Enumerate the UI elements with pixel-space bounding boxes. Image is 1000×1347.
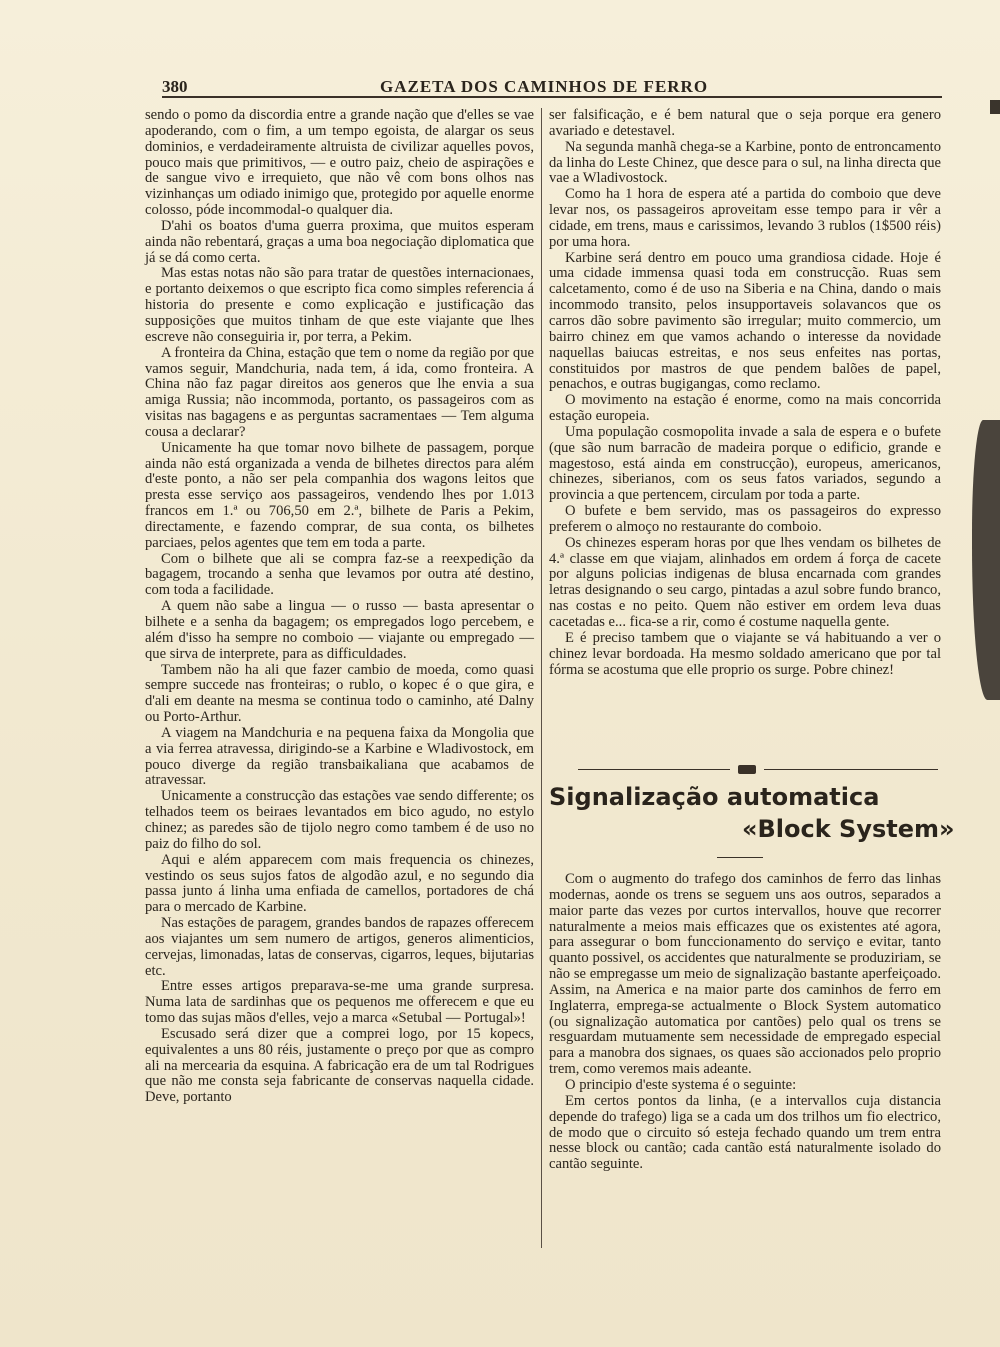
- page-number: 380: [162, 77, 188, 96]
- paragraph: Aqui e além apparecem com mais frequencia os chinezes, vestindo os seus sujos fatos de algodão azul, e no segundo dia passa junto á linha uma enfiada de camellos, portadores de chá para o mercado de Karbine.: [145, 851, 534, 916]
- paragraph: Nas estações de paragem, grandes bandos de rapazes offerecem aos viajantes um sem numero de artigos, generos alimenticios, cervejas, limonadas, latas de conservas, cigarros, leques, bijutarias etc.: [145, 915, 534, 979]
- paragraph: O bufete e bem servido, mas os passageiros do expresso preferem o almoço no restaurante do comboio.: [549, 503, 941, 535]
- heading-rule: [717, 857, 763, 858]
- paragraph: Com o bilhete que ali se compra faz-se a reexpedição da bagagem, trocando a senha que levamos por outra até destino, com toda a facilidade.: [145, 550, 534, 599]
- paragraph: Tambem não ha ali que fazer cambio de moeda, como quasi sempre succede nas fronteiras; o rublo, o kopec é o que gira, e d'ali em deante na mesma se continua todo o caminho, até Dalny ou Porto-Arthur.: [145, 661, 534, 726]
- section-ornament: [578, 765, 938, 775]
- paragraph: Mas estas notas não são para tratar de questões internacionaes, e portanto deixemos o que escripto fica como simples referencia á historia do presente e como explicação e justificação das supposições que muitos tinham de que este viajante que lhes escreve não conseguiria ir, por terra, a Pekim.: [145, 265, 534, 345]
- paragraph: Unicamente ha que tomar novo bilhete de passagem, porque ainda não está organizada a venda de bilhetes directos para além d'este ponto, a não ser pela companhia dos wagons leitos que presta esse serviço aos passageiros, vendendo lhes por 1.013 francos em 1.ª ou 706,50 em 2.ª, bilhete de Paris a Pekim, directamente, e fazendo comprar, de sua conta, os bilhetes parciaes, pelos agentes que tem em toda a parte.: [145, 439, 534, 551]
- page-edge-tear: [990, 100, 1000, 114]
- paragraph: sendo o pomo da discordia entre a grande nação que d'elles se vae apoderando, com o fim, a um tempo egoista, de alargar os seus dominios, e verdadeiramente altruista de civilizar aquelles povos, pouco mais que primitivos, — e outro paiz, cheio de aspirações e de sangue vivo e irrequieto, que não vê com bons olhos nas vizinhanças um odiado inimigo que, protegido por aquelle enorme colosso, póde incommodal-o qualquer dia.: [145, 107, 534, 219]
- paragraph: O principio d'este systema é o seguinte:: [565, 1076, 797, 1093]
- running-title: GAZETA DOS CAMINHOS DE FERRO: [380, 77, 709, 96]
- left-column: [145, 108, 534, 1106]
- paragraph: Entre esses artigos preparava-se-me uma grande surpresa. Numa lata de sardinhas que os pequenos me offerecem e que eu tomo das sujas mãos d'elles, vejo a marca «Setubal — Portugal»!: [145, 978, 534, 1027]
- paragraph: Como ha 1 hora de espera até a partida do comboio que deve levar nos, os passageiros aproveitam esse tempo para ir vêr a cidade, em trens, maus e carissimos, levando 3 rublos (1$500 réis) por uma hora.: [549, 186, 941, 250]
- paragraph: Unicamente a construcção das estações vae sendo differente; os telhados teem os beiraes levantados em bico agudo, no estylo chinez; as paredes são de tijolo negro como tambem é de uso no paiz do filho do sol.: [145, 788, 534, 852]
- paragraph: O movimento na estação é enorme, como na mais concorrida estação europeia.: [549, 392, 941, 425]
- paragraph: Escusado será dizer que a comprei logo, por 15 kopecs, equivalentes a uns 80 réis, justamente o preço por que as compro ali na mercearia da esquina. A fabricação era de um tal Rodrigues que não me consta seja fabricante de conservas naquella cidade. Deve, portanto: [145, 1025, 534, 1106]
- paragraph: A viagem na Mandchuria e na pequena faixa da Mongolia que a via ferrea atravessa, dirigindo-se a Karbine e Wladivostock, em pouco diverge da região transbaikaliana que acabamos de atravessar.: [145, 724, 534, 789]
- paragraph: Na segunda manhã chega-se a Karbine, ponto de entroncamento da linha do Leste Chinez, que desce para o sul, na linha directa que vae a Wladivostock.: [549, 138, 941, 187]
- paragraph: D'ahi os boatos d'uma guerra proxima, que muitos esperam ainda não rebentará, graças a uma boa negociação diplomatica que já se dá como certa.: [145, 217, 534, 266]
- ornament-mark: [738, 765, 756, 774]
- paragraph: Os chinezes esperam horas por que lhes vendam os bilhetes de 4.ª classe em que viajam, alinhados em ordem á força de cacete por alguns policias indigenas de blusa encarnada com grandes letras designando o seu cargo, pintadas a azul sobre fundo branco, nas costas e no peito. Quem não estiver em ordem leva duas cacetadas e... fica-se a rir, como é costume naquella gente.: [549, 534, 941, 630]
- paragraph: A fronteira da China, estação que tem o nome da região por que vamos seguir, Mandchuria, nada tem, á ida, como fronteira. A China não faz pagar direitos aos generos que lhe envia a sua amiga Russia; não incommoda, portanto, os passageiros com as visitas nas bagagens e as perguntas sacramentaes — Tem alguma cousa a declarar?: [145, 344, 534, 440]
- header-rule: [162, 96, 942, 98]
- article-title-line-2: «Block System»: [742, 815, 955, 843]
- paragraph: ser falsificação, e é bem natural que o seja porque era genero avariado e detestavel.: [549, 107, 941, 139]
- paragraph: E é preciso tambem que o viajante se vá habituando a ver o chinez levar bordoada. Ha mesmo soldado americano que por tal fórma se acostuma que elle proprio os surge. Pobre chinez!: [549, 629, 941, 678]
- paragraph: Em certos pontos da linha, (e a intervallos cuja distancia depende do trafego) liga se a cada um dos trilhos um fio electrico, de modo que o circuito só esteja fechado quando um trem entra nesse block ou cantão; cada cantão está naturalmente isolado do cantão seguinte.: [549, 1092, 941, 1173]
- article-body: [549, 872, 941, 1173]
- paragraph: Com o augmento do trafego dos caminhos de ferro das linhas modernas, aonde os trens se seguem uns aos outros, separados a maior parte das vezes por curtos intervallos, houve que recorrer naturalmente a meios mais efficazes que os existentes até agora, para assegurar o bom funccionamento do serviço e evitar, tanto quanto possivel, os accidentes que naturalmente se produziriam, se não se empregasse um meio de signalização bastante aperfeiçoado. Assim, na America e na maior parte dos caminhos de ferro em Inglaterra, emprega-se actualmente o Block System automatico (ou signalização automatica por cantões) pelo qual os trens se resguardam mutuamente sem necessidade de empregado especial para a manobra dos signaes, os quaes são accionados pelo proprio trem, como veremos mais adeante.: [549, 871, 941, 1078]
- column-divider: [541, 108, 542, 1248]
- paragraph: Uma população cosmopolita invade a sala de espera e o bufete (que são num barracão de madeira porque o edificio, grande e magestoso, está ainda em construcção), europeus, americanos, chinezes, siberianos, com os seus fatos variados, segundo a provincia a que pertencem, circulam por toda a parte.: [549, 423, 941, 504]
- right-column: [549, 108, 941, 678]
- article-title-line-1: Signalização automatica: [549, 783, 880, 811]
- paragraph: A quem não sabe a lingua — o russo — basta apresentar o bilhete e a senha da bagagem; os empregados logo percebem, e além d'isso ha sempre no comboio — viajante ou empregado — que sirva de interprete, para as difficuldades.: [145, 598, 534, 662]
- page-edge-damage: [972, 420, 1000, 700]
- paragraph: Karbine será dentro em pouco uma grandiosa cidade. Hoje é uma cidade immensa quasi toda em construcção. Ruas sem calcetamento, como é de uso na Siberia e na China, dando o mais incommodo transito, pelos insupportaveis solavancos que os carros dão sobre pavimento são irregular; muito commercio, um bairro chinez em que vamos achando o interesse da novidade naquellas baiucas estreitas, e nos seus enfeites nas portas, constituidos por mastros de que pendem balões de papel, penachos, e outras bugigangas, como reclamo.: [549, 249, 941, 393]
